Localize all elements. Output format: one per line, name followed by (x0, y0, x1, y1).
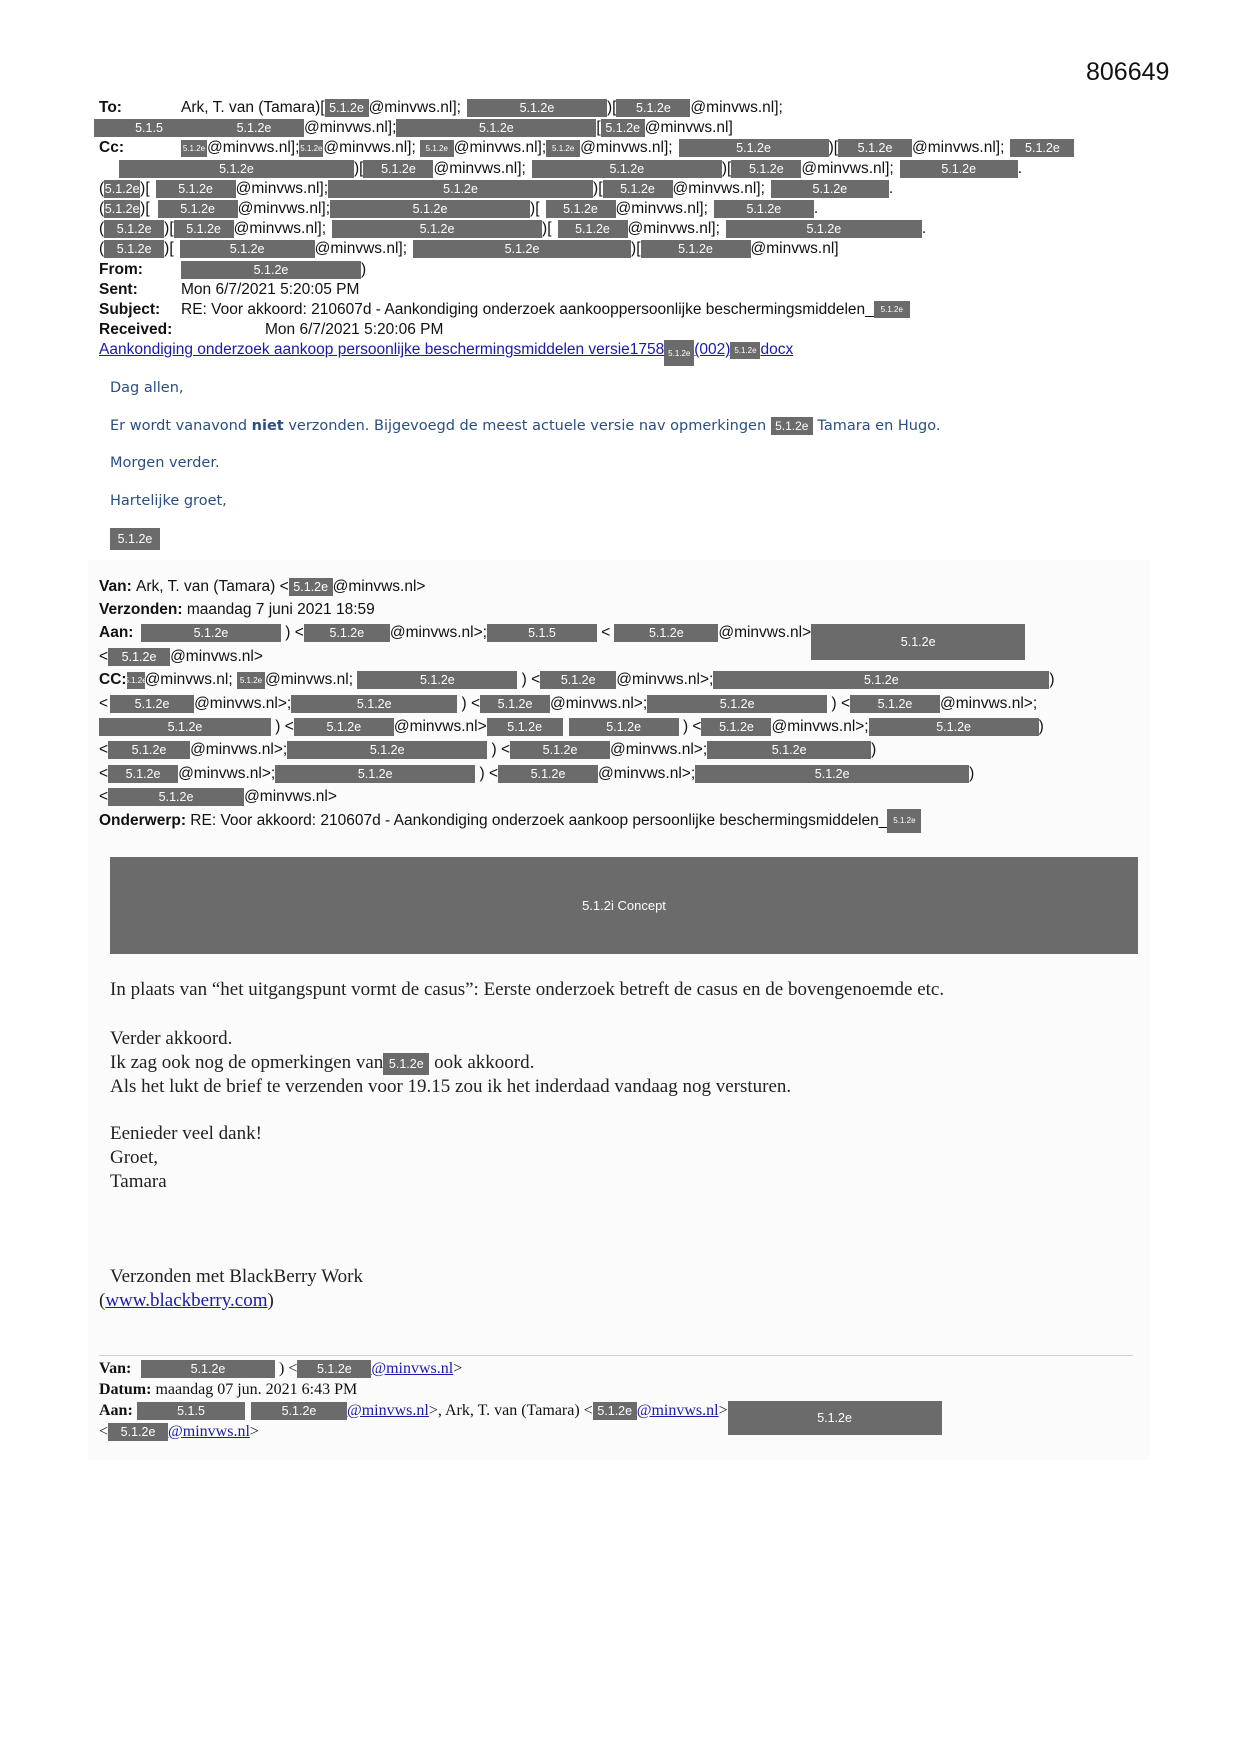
redaction: 5.1.2e (99, 718, 271, 736)
redaction: 5.1.5 (487, 624, 597, 642)
redaction: 5.1.2e (287, 741, 487, 759)
greeting: Dag allen, (110, 380, 184, 396)
redaction: 5.1.2e (141, 624, 281, 642)
cc-line: Cc: 5.1.2e @minvws.nl]; 5.1.2e @minvws.nl]; 5.1.2e @minvws.nl]; 5.1.2e @minvws.nl]; 5.1.2e )[ 5.1.2e @minvws.nl]; 5.1.2e (99, 138, 1179, 158)
body2-p2: Verder akkoord. (110, 1028, 233, 1049)
redaction: 5.1.2e (275, 765, 475, 783)
cc-line-6: ( 5.1.2e )[ 5.1.2e @minvws.nl]; 5.1.2e )[ 5.1.2e @minvws.nl] (99, 240, 839, 258)
document-id: 806649 (1086, 58, 1170, 86)
body2-p4: Als het lukt de brief te verzenden voor 19.15 zou ik het inderdaad vandaag nog versturen. (110, 1076, 792, 1097)
van2-line: Van: 5.1.2e ) < 5.1.2e @minvws.nl > (99, 1359, 463, 1377)
redaction: 5.1.2e (289, 578, 333, 596)
sent-label: Sent: (99, 280, 138, 298)
redaction: 5.1.2e (110, 528, 160, 550)
to-name: Ark, T. van (Tamara)[ (181, 99, 325, 117)
to-line: To: Ark, T. van (Tamara)[ 5.1.2e @minvws.nl]; 5.1.2e )[ 5.1.2e @minvws.nl]; (99, 99, 783, 117)
subject-label: Subject: (99, 300, 161, 318)
redaction: 5.1.2e (251, 1402, 347, 1420)
aan-label: Aan: (99, 624, 134, 642)
redaction: 5.1.2e (330, 200, 530, 218)
redaction: 5.1.2e (695, 765, 969, 783)
to-line-2: 5.1.5 5.1.2e @minvws.nl]; 5.1.2e [ 5.1.2e @minvws.nl] (99, 118, 1179, 138)
sent-value: Mon 6/7/2021 5:20:05 PM (181, 280, 360, 298)
redaction: 5.1.2e (707, 741, 871, 759)
redaction: 5.1.2e (679, 139, 829, 157)
redacted-concept-block: 5.1.2i Concept (110, 857, 1138, 954)
van-value: Ark, T. van (Tamara) < (136, 577, 289, 595)
redaction: 5.1.5 (94, 119, 204, 137)
redaction: 5.1.2e (291, 695, 457, 713)
cc-line-2: 5.1.2e )[ 5.1.2e @minvws.nl]; 5.1.2e )[ 5.1.2e @minvws.nl]; 5.1.2e . (99, 159, 1179, 179)
body2-p1: In plaats van “het uitgangspunt vormt de casus”: Eerste onderzoek betreft de casus en de bovengenoemde etc. (110, 979, 945, 1000)
from-label: From: (99, 260, 143, 278)
redaction: 5.1.2e (558, 220, 628, 238)
redaction: 5.1.2e (641, 240, 751, 258)
cc-label: CC: (99, 671, 127, 689)
to-label: To: (99, 99, 122, 117)
redaction: 5.1.2e (332, 220, 542, 238)
redaction: 5.1.2e (304, 624, 390, 642)
redaction: 5.1.2e (900, 160, 1018, 178)
redaction: 5.1.2e (728, 1401, 942, 1435)
redaction: 5.1.2e (731, 160, 801, 178)
cc-label: Cc: (99, 139, 124, 157)
redaction: 5.1.2e (838, 139, 912, 157)
sent-line (99, 280, 1179, 300)
redaction: 5.1.2e (811, 624, 1025, 660)
verzonden-label: Verzonden: (99, 601, 183, 619)
cc-line-5: ( 5.1.2e )[ 5.1.2e @minvws.nl]; 5.1.2e )[ 5.1.2e @minvws.nl]; 5.1.2e . (99, 220, 927, 238)
redaction: 5.1.2e (158, 200, 238, 218)
redaction: 5.1.2e (104, 202, 140, 217)
redaction: 5.1.2e (108, 1423, 168, 1441)
redaction: 5.1.2e (104, 240, 164, 258)
redaction: 5.1.2e (726, 220, 922, 238)
received-line (99, 320, 1179, 340)
onderwerp-value: RE: Voor akkoord: 210607d - Aankondiging onderzoek aankoop persoonlijke beschermingsmiddelen_ (190, 811, 888, 829)
quoted-header-1 (99, 575, 1159, 832)
redaction: 5.1.2e (850, 695, 940, 713)
redaction: 5.1.2e (771, 180, 889, 198)
aan2-line: Aan: 5.1.5 5.1.2e @minvws.nl >, Ark, T. van (Tamara) < 5.1.2e @minvws.nl > 5.1.2e (99, 1400, 1159, 1421)
attachment-ext[interactable]: docx (760, 341, 794, 359)
body2-p5: Eenieder veel dank! (110, 1123, 262, 1144)
cc-line-q3: 5.1.2e ) < 5.1.2e @minvws.nl> 5.1.2e 5.1.2e ) < 5.1.2e @minvws.nl>; 5.1.2e ) (99, 715, 1159, 738)
redaction: 5.1.2e (887, 809, 921, 833)
cc-line-q4: < 5.1.2e @minvws.nl>; 5.1.2e ) < 5.1.2e @minvws.nl>; 5.1.2e ) (99, 741, 877, 759)
redaction: 5.1.2e (108, 741, 190, 759)
cc-line-q6: < 5.1.2e @minvws.nl> (99, 788, 337, 806)
redaction: 5.1.2e (510, 741, 610, 759)
cc-line-q2: < 5.1.2e @minvws.nl>; 5.1.2e ) < 5.1.2e @minvws.nl>; 5.1.2e ) < 5.1.2e @minvws.nl>; (99, 694, 1038, 712)
redaction: 5.1.2e (714, 200, 814, 218)
redaction: 5.1.2e (540, 671, 616, 689)
email-header (99, 98, 1179, 360)
attachment-link[interactable] (99, 340, 1179, 360)
redaction: 5.1.2e (119, 160, 354, 178)
redaction: 5.1.2e (616, 99, 690, 117)
body2-p3: Ik zag ook nog de opmerkingen van 5.1.2e ook akkoord. (110, 1052, 535, 1073)
redaction: 5.1.2e (108, 788, 244, 806)
redaction: 5.1.2e (104, 220, 164, 238)
redaction: 5.1.2e (299, 140, 323, 157)
cc-line-3: ( 5.1.2e )[ 5.1.2e @minvws.nl]; 5.1.2e )[ 5.1.2e @minvws.nl]; 5.1.2e . (99, 179, 894, 197)
aan-line: Aan: 5.1.2e ) < 5.1.2e @minvws.nl>; 5.1.5 < 5.1.2e @minvws.nl> 5.1.2e (99, 622, 1159, 645)
redaction: 5.1.2e (614, 624, 718, 642)
redaction: 5.1.2e (181, 261, 361, 279)
redaction: 5.1.2e (603, 180, 673, 198)
cc-line-q5: < 5.1.2e @minvws.nl>; 5.1.2e ) < 5.1.2e @minvws.nl>; 5.1.2e ) (99, 764, 975, 782)
redaction: 5.1.2e (237, 672, 265, 689)
redaction: 5.1.2e (532, 160, 722, 178)
redaction: 5.1.2e (593, 1402, 637, 1420)
redaction: 5.1.2e (869, 718, 1039, 736)
email-domain: @minvws.nl]; (304, 119, 397, 137)
van-label: Van: (99, 1359, 132, 1377)
redaction: 5.1.2e (771, 417, 813, 435)
redaction: 5.1.2e (601, 119, 645, 137)
datum-line (99, 1379, 1159, 1400)
onderwerp-line (99, 809, 1159, 832)
blackberry-link[interactable]: www.blackberry.com (105, 1290, 268, 1311)
message-line-2: Morgen verder. (110, 455, 220, 471)
redaction: 5.1.2e (713, 671, 1049, 689)
closing: Hartelijke groet, (110, 493, 227, 509)
redaction: 5.1.2e (181, 140, 207, 157)
redaction: 5.1.2e (108, 765, 178, 783)
cc-line-q1: CC: 5.1.2e @minvws.nl ; 5.1.2e @minvws.nl ; 5.1.2e ) < 5.1.2e @minvws.nl>; 5.1.2e ) (99, 671, 1055, 689)
redaction: 5.1.2e (413, 240, 631, 258)
redaction: 5.1.2e (156, 180, 236, 198)
subject-value: RE: Voor akkoord: 210607d - Aankondiging onderzoek aankooppersoonlijke beschermingsmiddelen_ (181, 300, 874, 318)
redaction: 5.1.2e (204, 119, 304, 137)
email-domain: @minvws.nl]; (690, 99, 783, 117)
from-line: From: 5.1.2e ) (99, 260, 367, 278)
redaction: 5.1.2e (1010, 139, 1074, 157)
verzonden-line (99, 598, 1159, 621)
body2-p7: Tamara (110, 1171, 167, 1192)
received-label: Received: (99, 321, 173, 339)
redaction: 5.1.2e (174, 220, 234, 238)
quoted-header-2 (99, 1358, 1159, 1442)
email-domain: @minvws.nl] (644, 119, 733, 137)
redaction: 5.1.2e (127, 672, 145, 689)
redaction: 5.1.2e (546, 140, 580, 157)
redaction: 5.1.2e (420, 140, 454, 157)
redaction: 5.1.2e (297, 1360, 371, 1378)
onderwerp-label: Onderwerp: (99, 811, 186, 829)
email-domain: @minvws.nl]; (368, 99, 461, 117)
redaction: 5.1.2e (874, 301, 910, 318)
datum-label: Datum: (99, 1380, 152, 1398)
body2-p8: Verzonden met BlackBerry Work (110, 1266, 363, 1287)
redaction: 5.1.2e (325, 99, 369, 117)
redaction: 5.1.2e (328, 180, 593, 198)
redaction: 5.1.2e (467, 99, 607, 117)
aan-label: Aan: (99, 1401, 133, 1419)
divider (99, 1355, 1133, 1356)
redaction: 5.1.2e (546, 200, 616, 218)
redaction: 5.1.2e (108, 648, 170, 666)
datum-value: maandag 07 jun. 2021 6:43 PM (155, 1380, 358, 1398)
attachment-part[interactable]: (002) (694, 341, 731, 359)
verzonden-value: maandag 7 juni 2021 18:59 (186, 601, 375, 619)
redaction: 5.1.2e (180, 240, 315, 258)
received-value: Mon 6/7/2021 5:20:06 PM (265, 321, 444, 339)
body2-p9: (www.blackberry.com) (99, 1290, 274, 1311)
redaction: 5.1.2e (110, 695, 194, 713)
redaction: 5.1.2e (383, 1053, 429, 1075)
redaction: 5.1.2e (396, 119, 596, 137)
van-label: Van: (99, 577, 132, 595)
aan2-line-2: < 5.1.2e @minvws.nl > (99, 1422, 259, 1440)
redaction: 5.1.2e (104, 181, 140, 196)
cc-line-4: ( 5.1.2e )[ 5.1.2e @minvws.nl]; 5.1.2e )[ 5.1.2e @minvws.nl]; 5.1.2e . (99, 200, 819, 218)
message-line-1: Er wordt vanavond niet verzonden. Bijgevoegd de meest actuele versie nav opmerkingen 5.1.2e Tamara en Hugo. (110, 418, 941, 434)
redaction: 5.1.2e (480, 695, 550, 713)
redaction: 5.1.2e (664, 340, 694, 366)
signature (110, 528, 160, 550)
aan-line-2: < 5.1.2e @minvws.nl> (99, 647, 263, 665)
redaction: 5.1.2e (701, 718, 771, 736)
redaction: 5.1.2e (647, 695, 827, 713)
redaction: 5.1.2e (294, 718, 394, 736)
redaction: 5.1.2e (498, 765, 598, 783)
redaction: 5.1.5 (137, 1402, 245, 1420)
redaction: 5.1.2e (363, 160, 433, 178)
redaction: 5.1.2e (487, 718, 563, 736)
redaction: 5.1.2e (730, 342, 760, 359)
redaction: 5.1.2e (357, 671, 517, 689)
attachment-name[interactable]: Aankondiging onderzoek aankoop persoonlijke beschermingsmiddelen versie1758 (99, 341, 665, 359)
van-line: Van: Ark, T. van (Tamara) < 5.1.2e @minvws.nl> (99, 577, 426, 595)
redaction: 5.1.2e (569, 718, 679, 736)
subject-line (99, 300, 1179, 320)
redaction: 5.1.2e (141, 1360, 275, 1378)
body2-p6: Groet, (110, 1147, 159, 1168)
